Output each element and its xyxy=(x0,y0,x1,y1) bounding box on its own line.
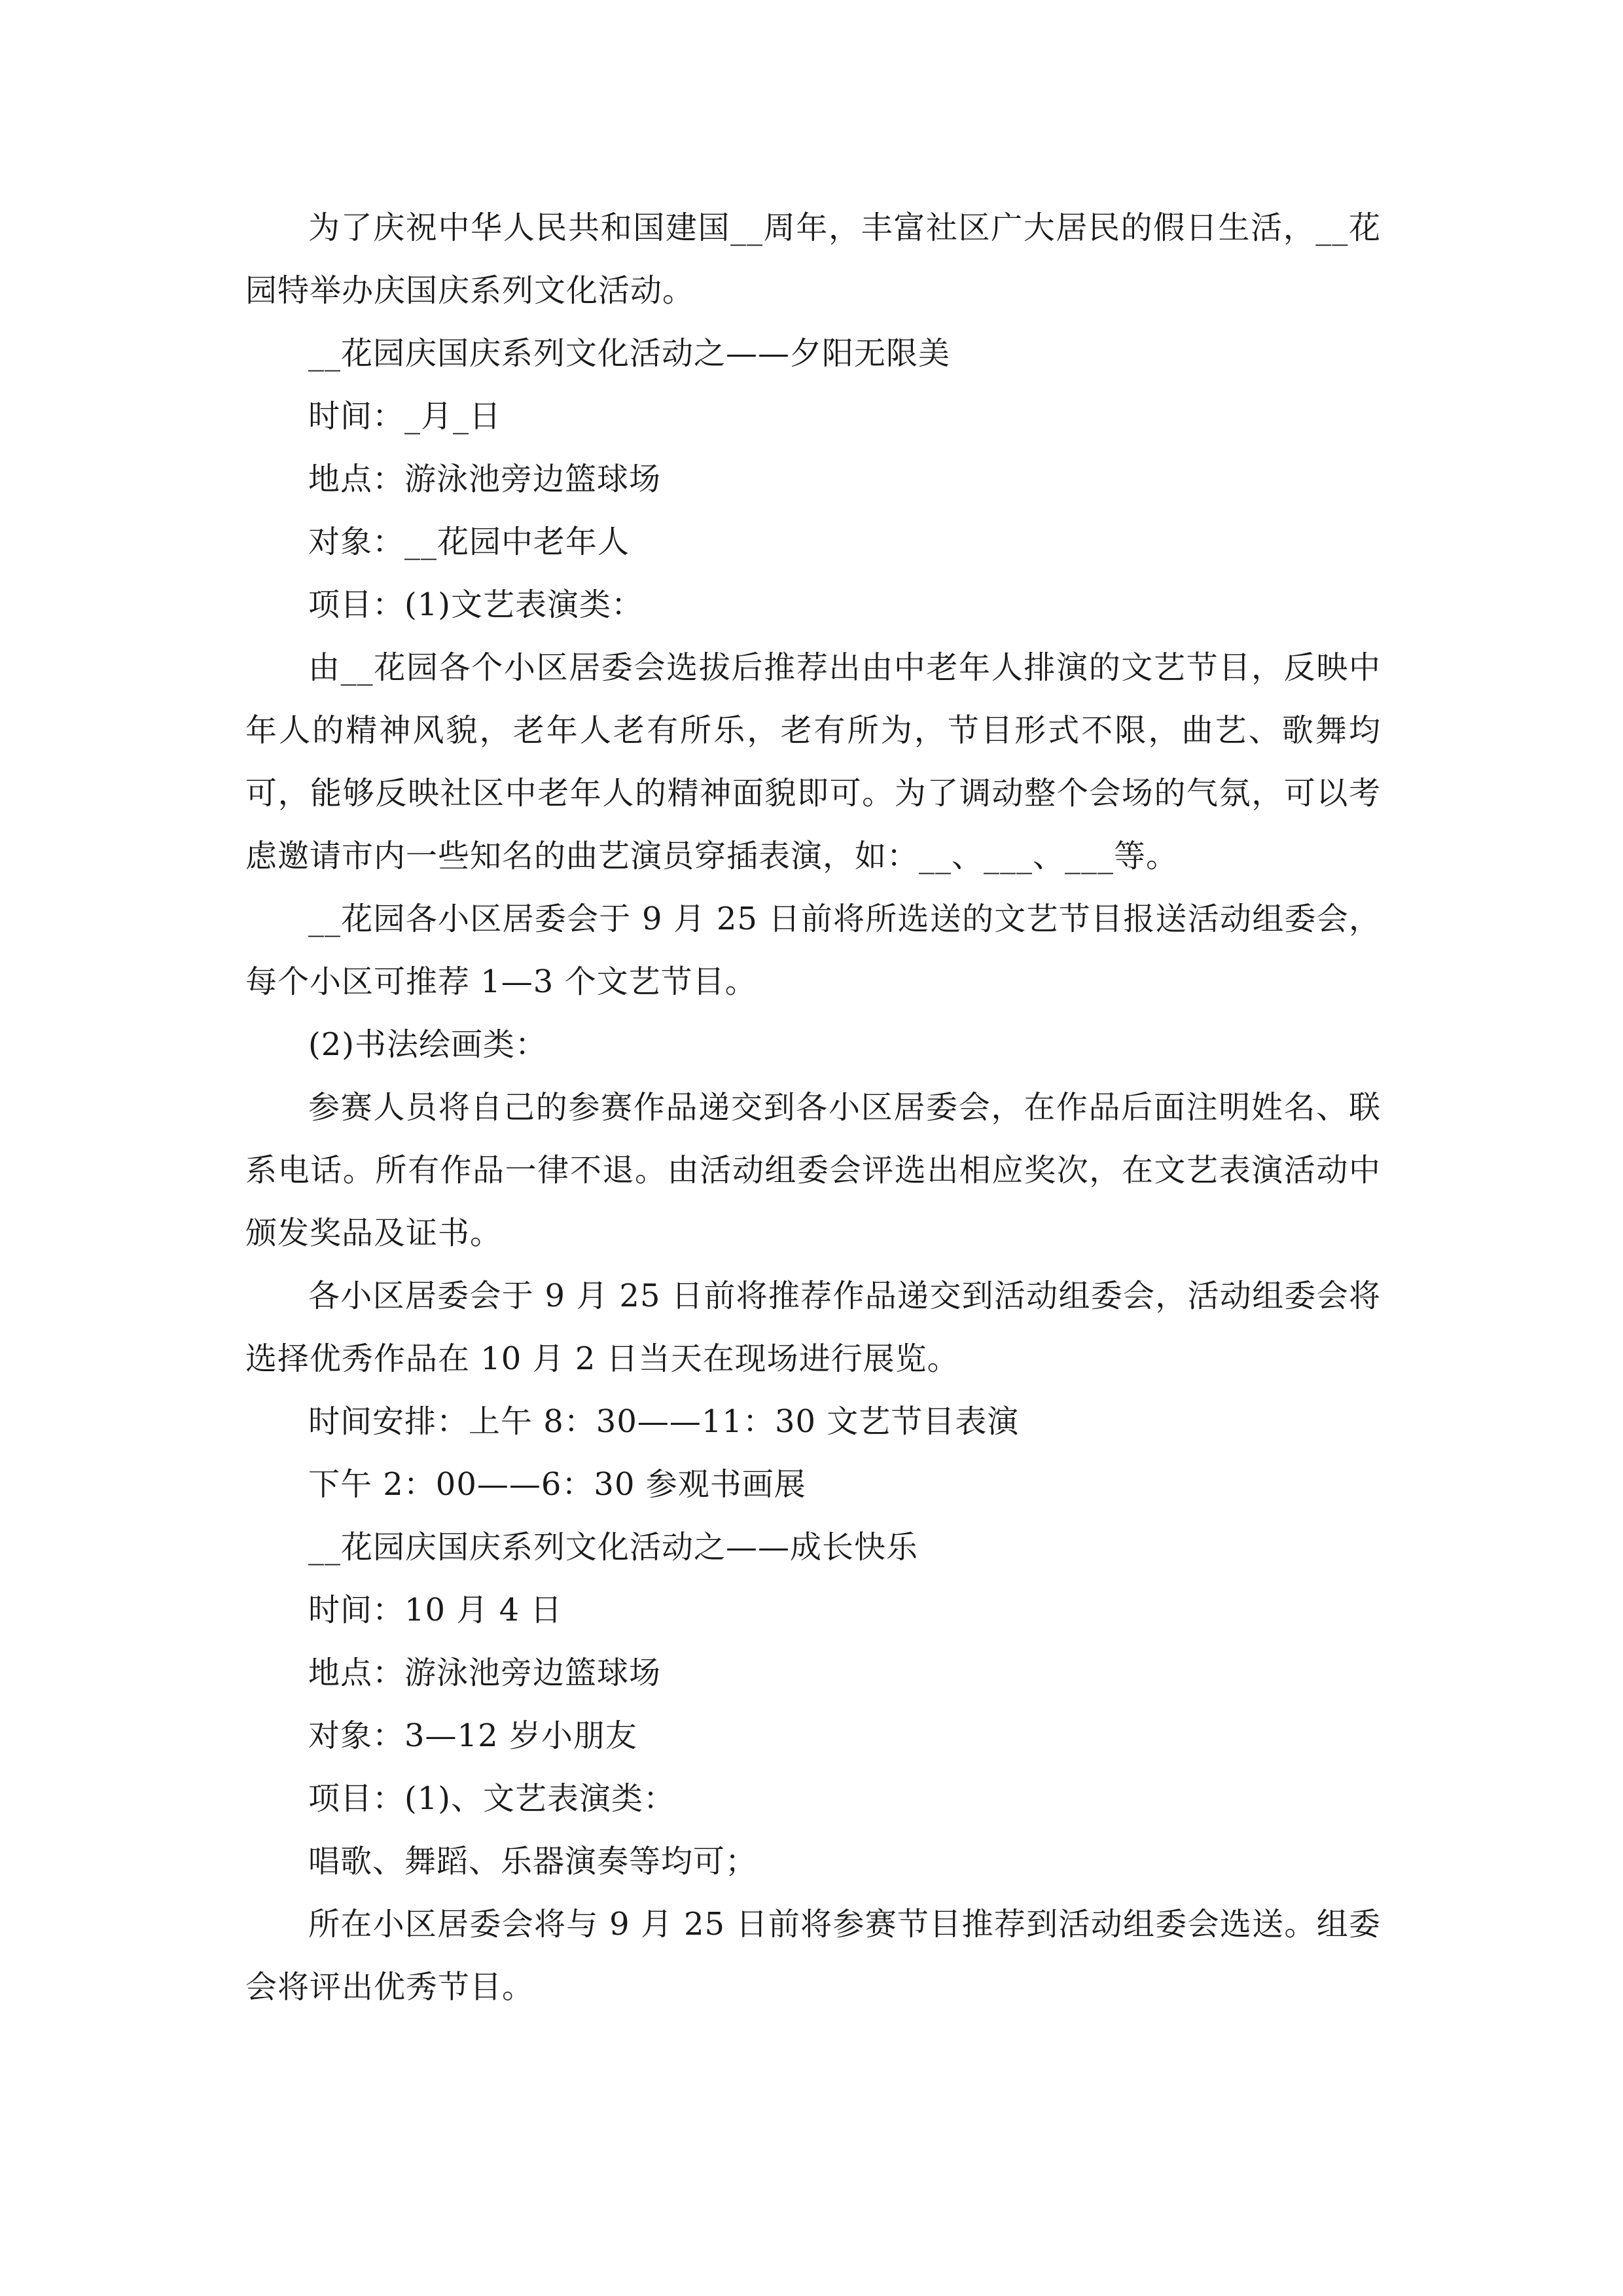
paragraph-item-calligraphy: (2)书法绘画类： xyxy=(308,1026,547,1063)
paragraph-calligraphy-deadline: 各小区居委会于 9 月 25 日前将推荐作品递交到活动组委会，活动组委会将选择优秀作品在 10 月 2 日当天在现场进行展览。 xyxy=(245,1278,1381,1377)
section-heading-growth: __花园庆国庆系列文化活动之——成长快乐 xyxy=(308,1529,919,1566)
paragraph-location-2: 地点：游泳池旁边篮球场 xyxy=(308,1655,662,1691)
paragraph-performance-deadline: __花园各小区居委会于 9 月 25 日前将所选送的文艺节目报送活动组委会，每个小区可推荐 1—3 个文艺节目。 xyxy=(245,901,1381,1000)
paragraph-item-performance: 项目：(1)文艺表演类： xyxy=(308,586,643,623)
paragraph-performance-types: 唱歌、舞蹈、乐器演奏等均可； xyxy=(308,1843,758,1880)
paragraph-calligraphy-detail: 参赛人员将自己的参赛作品递交到各小区居委会，在作品后面注明姓名、联系电话。所有作品一律不退。由活动组委会评选出相应奖次，在文艺表演活动中颁发奖品及证书。 xyxy=(245,1089,1381,1251)
paragraph-time: 时间：_月_日 xyxy=(308,398,502,435)
section-heading-sunset: __花园庆国庆系列文化活动之——夕阳无限美 xyxy=(308,335,951,372)
paragraph-schedule-afternoon: 下午 2：00——6：30 参观书画展 xyxy=(308,1466,806,1503)
paragraph-audience: 对象：__花园中老年人 xyxy=(308,524,630,560)
document-body xyxy=(245,196,1381,2018)
paragraph-location: 地点：游泳池旁边篮球场 xyxy=(308,461,662,497)
paragraph-performance-detail: 由__花园各个小区居委会选拔后推荐出由中老年人排演的文艺节目，反映中年人的精神风貌，老年人老有所乐，老有所为，节目形式不限，曲艺、歌舞均可，能够反映社区中老年人的精神面貌即可。为了调动整个会场的气氛，可以考虑邀请市内一些知名的曲艺演员穿插表演，如：__、___、___等。 xyxy=(245,649,1381,874)
paragraph-item-performance-2: 项目：(1)、文艺表演类： xyxy=(308,1780,675,1817)
paragraph-intro: 为了庆祝中华人民共和国建国__周年，丰富社区广大居民的假日生活，__花园特举办庆国庆系列文化活动。 xyxy=(245,209,1381,309)
paragraph-performance-submission: 所在小区居委会将与 9 月 25 日前将参赛节目推荐到活动组委会选送。组委会将评出优秀节目。 xyxy=(245,1906,1381,2005)
paragraph-audience-2: 对象：3—12 岁小朋友 xyxy=(308,1717,637,1754)
paragraph-schedule-morning: 时间安排：上午 8：30——11：30 文艺节目表演 xyxy=(308,1403,1020,1440)
paragraph-time-2: 时间：10 月 4 日 xyxy=(308,1592,563,1628)
